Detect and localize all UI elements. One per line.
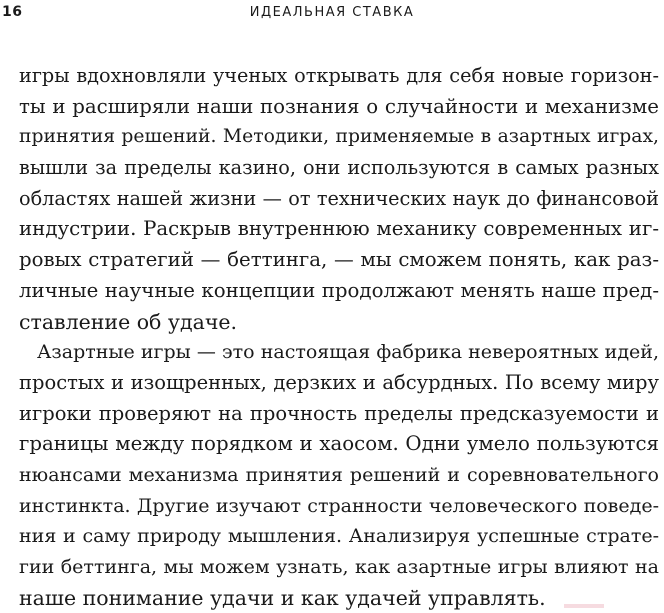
text-line: границы между порядком и хаосом. Одни умело пользуются [19, 432, 659, 456]
page-number: 16 [2, 4, 23, 20]
running-head: ИДЕАЛЬНАЯ СТАВКА [249, 5, 415, 20]
text-line: индустрии. Раскрыв внутреннюю механику современных иг- [19, 217, 659, 241]
text-line: личные научные концепции продолжают менять наше пред- [19, 278, 659, 302]
text-line: ты и расширяли наши познания о случайности и механизме [19, 94, 659, 118]
text-line: ния и саму природу мышления. Анализируя успешные страте- [19, 525, 659, 548]
text-line: гии беттинга, мы можем узнать, как азартные игры влияют на [19, 556, 659, 578]
text-line: нюансами механизма принятия решений и соревновательного [19, 463, 659, 486]
paragraph-2 [19, 337, 659, 613]
body-text [19, 61, 659, 613]
text-line: игры вдохновляли ученых открывать для себя новые горизон- [19, 64, 659, 87]
text-line: ровых стратегий — беттинга, — мы сможем понять, как раз- [19, 248, 659, 272]
text-line: простых и изощренных, дерзких и абсурдных. По всему миру [19, 370, 659, 394]
text-line: игроки проверяют на прочность пределы предсказуемости и [19, 401, 659, 425]
text-line: ставление об удаче. [19, 309, 238, 334]
text-line: вышли за пределы казино, они используются в самых разных [19, 156, 659, 180]
text-line: принятия решений. Методики, применяемые в азартных играх, [19, 126, 659, 148]
page-edge-mark [564, 604, 604, 608]
text-line: инстинкта. Другие изучают странности человеческого поведе- [19, 494, 659, 517]
text-line: Азартные игры — это настоящая фабрика невероятных идей, [37, 341, 659, 364]
text-line: областях нашей жизни — от технических наук до финансовой [19, 186, 659, 210]
text-line: наше понимание удачи и как удачей управлять. [19, 585, 546, 610]
paragraph-1 [19, 61, 659, 337]
